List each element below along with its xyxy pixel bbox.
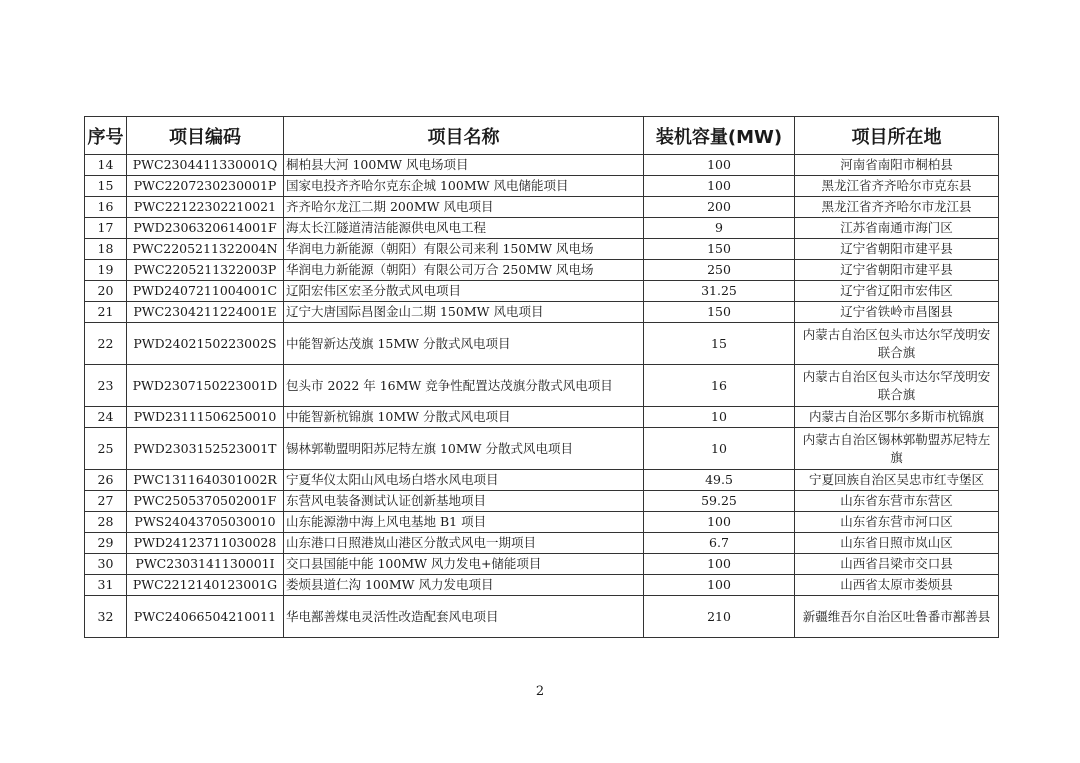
table-row: [85, 470, 999, 491]
cell-project-name: 山东能源渤中海上风电基地 B1 项目: [284, 512, 644, 533]
cell-serial-number: 27: [85, 491, 127, 512]
cell-project-code: PWD24123711030028: [127, 533, 284, 554]
cell-serial-number: 19: [85, 260, 127, 281]
cell-project-code: PWC2505370502001F: [127, 491, 284, 512]
table-row: [85, 365, 999, 407]
cell-project-code: PWC2205211322003P: [127, 260, 284, 281]
cell-location: 宁夏回族自治区吴忠市红寺堡区: [795, 470, 999, 491]
cell-capacity: 250: [644, 260, 795, 281]
cell-project-code: PWS24043705030010: [127, 512, 284, 533]
cell-capacity: 200: [644, 197, 795, 218]
cell-project-name: 海太长江隧道清洁能源供电风电工程: [284, 218, 644, 239]
table-row: [85, 302, 999, 323]
cell-serial-number: 14: [85, 155, 127, 176]
cell-serial-number: 26: [85, 470, 127, 491]
table-row: [85, 176, 999, 197]
table-row: [85, 428, 999, 470]
cell-location: 新疆维吾尔自治区吐鲁番市鄯善县: [795, 596, 999, 638]
cell-serial-number: 15: [85, 176, 127, 197]
cell-serial-number: 31: [85, 575, 127, 596]
cell-serial-number: 24: [85, 407, 127, 428]
cell-location: 山东省东营市河口区: [795, 512, 999, 533]
cell-project-name: 辽阳宏伟区宏圣分散式风电项目: [284, 281, 644, 302]
table-row: [85, 512, 999, 533]
cell-capacity: 15: [644, 323, 795, 365]
table-row: [85, 281, 999, 302]
cell-project-name: 宁夏华仪太阳山风电场白塔水风电项目: [284, 470, 644, 491]
table-header-row: [85, 117, 999, 155]
cell-project-code: PWC2304411330001Q: [127, 155, 284, 176]
cell-capacity: 210: [644, 596, 795, 638]
cell-location: 黑龙江省齐齐哈尔市龙江县: [795, 197, 999, 218]
cell-capacity: 100: [644, 155, 795, 176]
cell-serial-number: 20: [85, 281, 127, 302]
table-row: [85, 323, 999, 365]
cell-serial-number: 17: [85, 218, 127, 239]
cell-project-name: 中能智新达茂旗 15MW 分散式风电项目: [284, 323, 644, 365]
cell-project-code: PWC2303141130001I: [127, 554, 284, 575]
cell-project-code: PWD2307150223001D: [127, 365, 284, 407]
cell-location: 内蒙古自治区包头市达尔罕茂明安联合旗: [795, 323, 999, 365]
cell-project-name: 娄烦县道仁沟 100MW 风力发电项目: [284, 575, 644, 596]
cell-project-name: 齐齐哈尔龙江二期 200MW 风电项目: [284, 197, 644, 218]
project-table: [84, 116, 999, 638]
cell-project-name: 东营风电装备测试认证创新基地项目: [284, 491, 644, 512]
cell-location: 内蒙古自治区包头市达尔罕茂明安联合旗: [795, 365, 999, 407]
cell-serial-number: 21: [85, 302, 127, 323]
cell-project-code: PWD2303152523001T: [127, 428, 284, 470]
cell-project-code: PWC2304211224001E: [127, 302, 284, 323]
cell-capacity: 31.25: [644, 281, 795, 302]
cell-serial-number: 25: [85, 428, 127, 470]
cell-capacity: 150: [644, 302, 795, 323]
cell-capacity: 150: [644, 239, 795, 260]
cell-project-code: PWC24066504210011: [127, 596, 284, 638]
cell-project-name: 包头市 2022 年 16MW 竞争性配置达茂旗分散式风电项目: [284, 365, 644, 407]
cell-capacity: 100: [644, 176, 795, 197]
cell-project-name: 国家电投齐齐哈尔克东企城 100MW 风电储能项目: [284, 176, 644, 197]
header-project-name: 项目名称: [284, 117, 644, 155]
cell-capacity: 49.5: [644, 470, 795, 491]
cell-location: 黑龙江省齐齐哈尔市克东县: [795, 176, 999, 197]
cell-project-code: PWC22122302210021: [127, 197, 284, 218]
cell-serial-number: 32: [85, 596, 127, 638]
cell-project-code: PWD2402150223002S: [127, 323, 284, 365]
header-serial-number: 序号: [85, 117, 127, 155]
cell-capacity: 59.25: [644, 491, 795, 512]
cell-project-name: 锡林郭勒盟明阳苏尼特左旗 10MW 分散式风电项目: [284, 428, 644, 470]
table-row: [85, 218, 999, 239]
cell-project-code: PWD2407211004001C: [127, 281, 284, 302]
header-capacity: 装机容量(MW): [644, 117, 795, 155]
cell-serial-number: 23: [85, 365, 127, 407]
table-row: [85, 596, 999, 638]
cell-capacity: 100: [644, 512, 795, 533]
table-row: [85, 575, 999, 596]
cell-location: 辽宁省铁岭市昌图县: [795, 302, 999, 323]
cell-project-name: 辽宁大唐国际昌图金山二期 150MW 风电项目: [284, 302, 644, 323]
cell-serial-number: 22: [85, 323, 127, 365]
table-row: [85, 197, 999, 218]
cell-serial-number: 29: [85, 533, 127, 554]
table-row: [85, 239, 999, 260]
cell-location: 辽宁省辽阳市宏伟区: [795, 281, 999, 302]
cell-project-code: PWC1311640301002R: [127, 470, 284, 491]
header-project-code: 项目编码: [127, 117, 284, 155]
table-row: [85, 491, 999, 512]
cell-location: 内蒙古自治区锡林郭勒盟苏尼特左旗: [795, 428, 999, 470]
cell-location: 河南省南阳市桐柏县: [795, 155, 999, 176]
cell-location: 山西省太原市娄烦县: [795, 575, 999, 596]
cell-capacity: 10: [644, 407, 795, 428]
cell-project-code: PWC2205211322004N: [127, 239, 284, 260]
cell-project-name: 华润电力新能源（朝阳）有限公司来利 150MW 风电场: [284, 239, 644, 260]
table-row: [85, 554, 999, 575]
cell-project-name: 中能智新杭锦旗 10MW 分散式风电项目: [284, 407, 644, 428]
table-row: [85, 260, 999, 281]
table-row: [85, 155, 999, 176]
cell-project-name: 华电鄯善煤电灵活性改造配套风电项目: [284, 596, 644, 638]
cell-project-name: 桐柏县大河 100MW 风电场项目: [284, 155, 644, 176]
cell-location: 山东省东营市东营区: [795, 491, 999, 512]
cell-capacity: 9: [644, 218, 795, 239]
table-row: [85, 533, 999, 554]
cell-capacity: 100: [644, 554, 795, 575]
cell-location: 辽宁省朝阳市建平县: [795, 239, 999, 260]
cell-location: 江苏省南通市海门区: [795, 218, 999, 239]
cell-location: 山西省吕梁市交口县: [795, 554, 999, 575]
table-row: [85, 407, 999, 428]
cell-project-code: PWC2212140123001G: [127, 575, 284, 596]
cell-project-name: 华润电力新能源（朝阳）有限公司万合 250MW 风电场: [284, 260, 644, 281]
cell-serial-number: 28: [85, 512, 127, 533]
cell-serial-number: 18: [85, 239, 127, 260]
cell-project-code: PWD2306320614001F: [127, 218, 284, 239]
cell-project-code: PWC2207230230001P: [127, 176, 284, 197]
cell-serial-number: 30: [85, 554, 127, 575]
cell-capacity: 10: [644, 428, 795, 470]
cell-capacity: 6.7: [644, 533, 795, 554]
cell-location: 辽宁省朝阳市建平县: [795, 260, 999, 281]
page-number: 2: [535, 684, 545, 699]
cell-serial-number: 16: [85, 197, 127, 218]
cell-capacity: 16: [644, 365, 795, 407]
cell-project-name: 山东港口日照港岚山港区分散式风电一期项目: [284, 533, 644, 554]
cell-location: 山东省日照市岚山区: [795, 533, 999, 554]
header-location: 项目所在地: [795, 117, 999, 155]
cell-location: 内蒙古自治区鄂尔多斯市杭锦旗: [795, 407, 999, 428]
cell-capacity: 100: [644, 575, 795, 596]
cell-project-name: 交口县国能中能 100MW 风力发电+储能项目: [284, 554, 644, 575]
cell-project-code: PWD23111506250010: [127, 407, 284, 428]
